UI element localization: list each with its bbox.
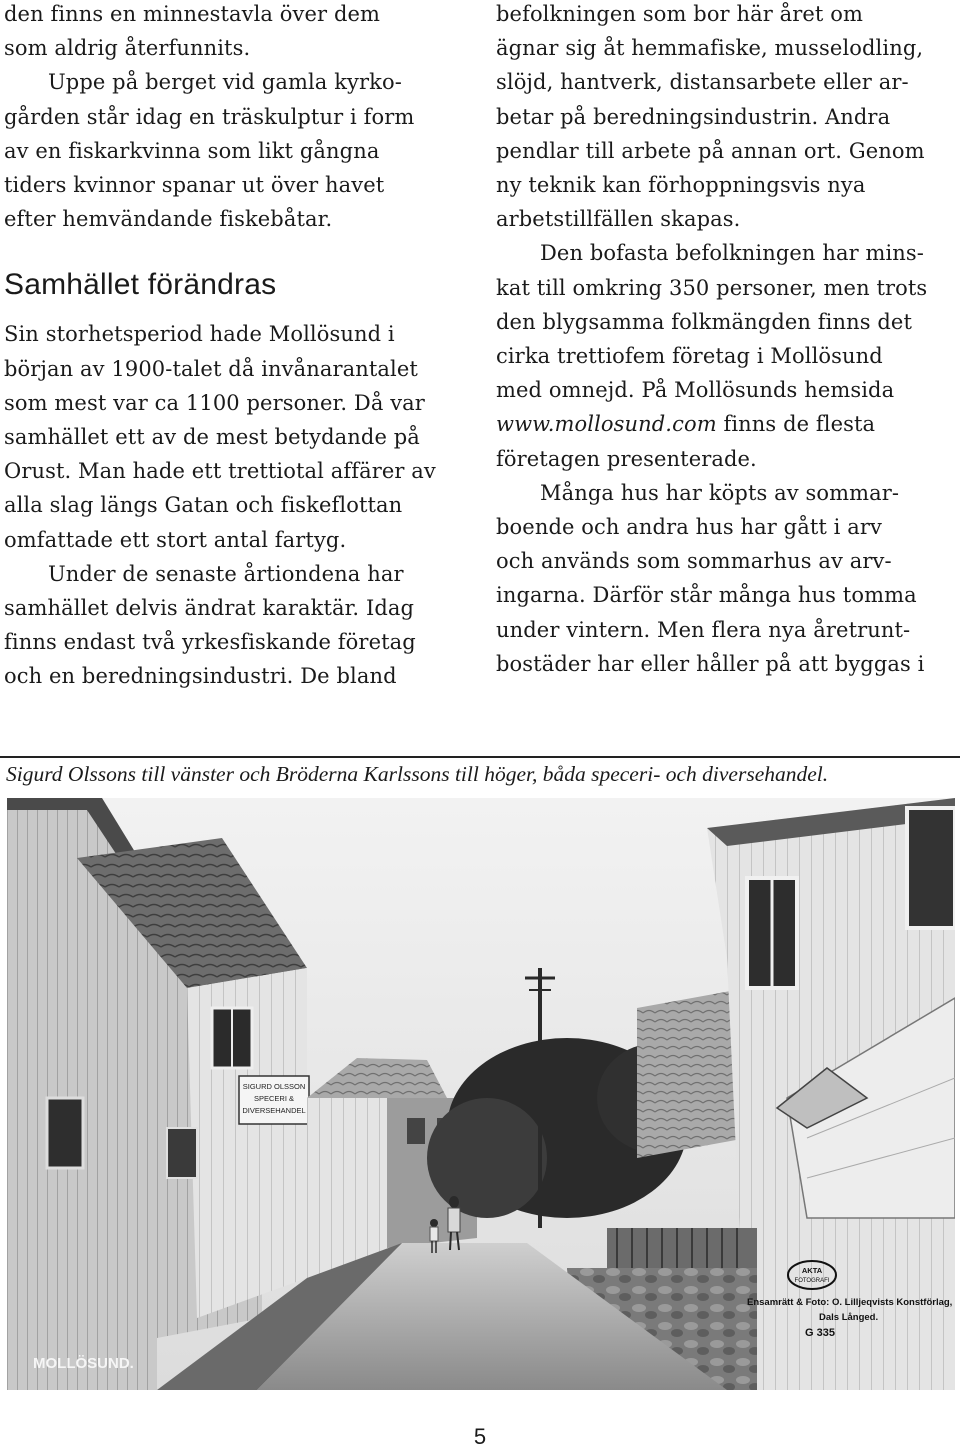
stamp-line: FOTOGRAFI [794, 1278, 830, 1284]
shop-sign-line: SIGURD OLSSON [242, 1082, 306, 1091]
text-line: ny teknik kan förhoppningsvis nya [496, 173, 866, 198]
website-link[interactable]: www.mollosund.com [496, 412, 717, 437]
text-line: tiders kvinnor spanar ut över havet [4, 173, 385, 198]
text-fragment: finns de flesta [716, 412, 876, 437]
text-line: efter hemvändande fiskebåtar. [4, 207, 333, 232]
photo-location-label: MOLLÖSUND. [33, 1355, 134, 1372]
photo-illustration [7, 798, 955, 1390]
text-line: befolkningen som bor här året om [496, 2, 863, 26]
text-line: samhället ett av de mest betydande på [4, 425, 420, 450]
text-line: företagen presenterade. [496, 446, 757, 471]
text-line: betar på beredningsindustrin. Andra [496, 104, 891, 129]
text-line: den finns en minnestavla över dem [4, 2, 381, 26]
text-line: och en beredningsindustri. De bland [4, 664, 397, 689]
section-heading: Samhället förändras [4, 268, 277, 302]
text-line: och används som sommarhus av arv- [496, 549, 892, 574]
text-line: Uppe på berget vid gamla kyrko- [48, 70, 402, 95]
text-line: med omnejd. På Mollösunds hemsida [496, 378, 895, 403]
street-photo [7, 798, 955, 1390]
text-line: början av 1900-talet då invånarantalet [4, 356, 418, 381]
page-number: 5 [473, 1424, 487, 1449]
text-line: Under de senaste årtiondena har [48, 561, 404, 586]
text-line: ägnar sig åt hemmafiske, musselodling, [496, 36, 924, 61]
text-line: bostäder har eller håller på att byggas i [496, 651, 925, 676]
text-line: samhället delvis ändrat karaktär. Idag [4, 596, 415, 621]
text-line: cirka trettiofem företag i Mollösund [496, 344, 883, 369]
text-line: omfattade ett stort antal fartyg. [4, 527, 347, 552]
photo-caption: Sigurd Olssons till vänster och Bröderna Karlssons till höger, båda speceri- och diversehandel. [6, 762, 829, 786]
text-line: slöjd, hantverk, distansarbete eller ar- [496, 70, 909, 95]
text-line: under vintern. Men flera nya åretrunt- [496, 617, 911, 642]
photo-credit-line: Ensamrätt & Foto: O. Lilljeqvists Konstförlag, [747, 1297, 953, 1308]
text-line: Den bofasta befolkningen har mins- [540, 241, 925, 266]
text-line: som mest var ca 1100 personer. Då var [4, 390, 425, 415]
text-line: av en fiskarkvinna som likt gångna [4, 138, 380, 163]
text-line: ingarna. Därför står många hus tomma [496, 583, 917, 608]
text-line [496, 407, 958, 441]
text-line: kat till omkring 350 personer, men trots [496, 275, 928, 300]
text-line: som aldrig återfunnits. [4, 36, 251, 61]
text-line: arbetstillfällen skapas. [496, 207, 741, 232]
text-line: alla slag längs Gatan och fiskeflottan [4, 493, 403, 518]
photo-credit-line: G 335 [805, 1327, 835, 1339]
text-line: pendlar till arbete på annan ort. Genom [496, 138, 925, 163]
text-line: boende och andra hus har gått i arv [496, 515, 883, 540]
text-line: finns endast två yrkesfiskande företag [4, 630, 416, 655]
text-line: den blygsamma folkmängden finns det [496, 309, 912, 334]
photo-credit-line: Dals Långed. [819, 1312, 879, 1323]
shop-sign-line: SPECERI & [253, 1094, 295, 1103]
text-line: gården står idag en träskulptur i form [4, 104, 415, 129]
stamp-line: AKTA [801, 1266, 823, 1275]
text-line: Sin storhetsperiod hade Mollösund i [4, 322, 395, 347]
text-line: Många hus har köpts av sommar- [540, 480, 900, 505]
left-text-column [4, 0, 466, 694]
right-text-column [496, 0, 958, 681]
shop-sign-line: DIVERSEHANDEL [242, 1106, 306, 1115]
text-line: Orust. Man hade ett trettiotal affärer av [4, 459, 436, 484]
caption-divider [0, 756, 960, 758]
